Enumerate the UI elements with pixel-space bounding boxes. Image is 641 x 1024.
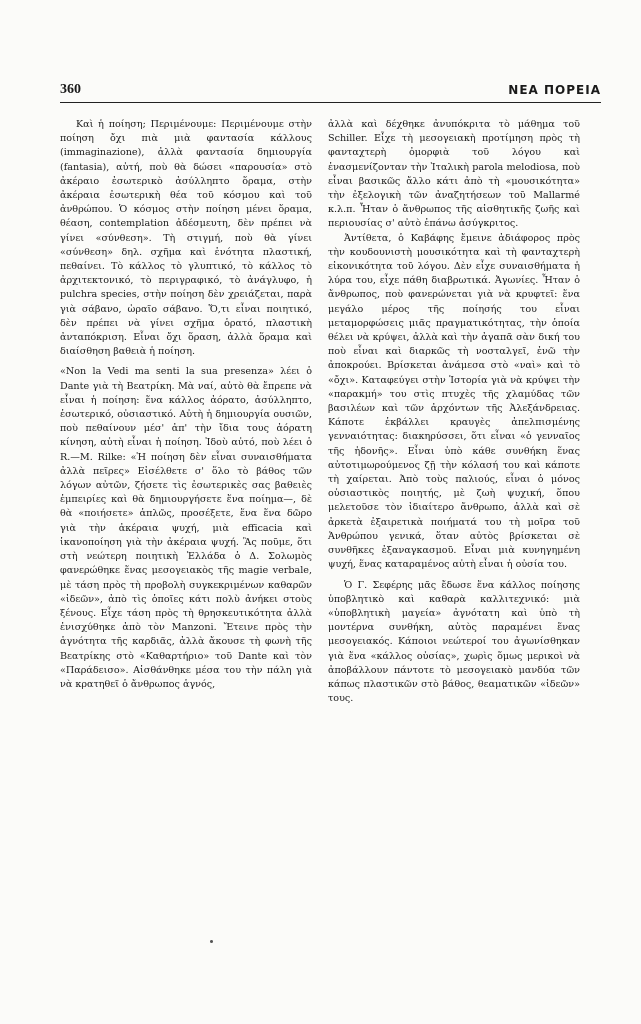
print-mark xyxy=(210,940,213,943)
paragraph: Ἀντίθετα, ὁ Καβάφης ἔμεινε ἀδιάφορος πρὸς τὴν κουδουνιστὴ μουσικότητα καὶ τὴ φανταχτερὴ εἰκονικότητα τοῦ λόγου. Δὲν εἶχε συναισθήματα ἡ λύρα του, εἶχε πάθη διαβρωτικά. Ἀγωνίες. Ἦταν ὁ ἄνθρωπος, ποὺ φανερώνεται γιὰ νὰ κρυφτεῖ: ἕνα μεγάλο μέρος τῆς ποίησής του εἶναι μεταμορφώσεις μιᾶς πραγματικότητας, τὴν ὁποία θέλει νὰ κρύψει, ἀλλὰ καὶ τὴν ἀγαπᾶ σὰν δική του ποὺ εἶναι καὶ διαρκῶς τὴ νοσταλγεῖ, ἐνῶ τὴν ἀποκρούει. Βρίσκεται ἀνάμεσα στὸ «ναὶ» καὶ τὸ «ὄχι». Καταφεύγει στὴν Ἱστορία γιὰ νὰ κρύψει τὴν «παρακμή» του στὶς πτυχὲς τῆς χλαμύδας τῶν βασιλέων καὶ τῶν ἀρχόντων τῆς Ἀλεξάνδρειας. Κάποτε ἐκβάλλει κραυγὲς ἀπελπισμένης γενναιότητας: διακηρύσσει, ὅτι εἶναι «ὁ γενναῖος τῆς ἡδονῆς». Εἶναι ὑπὸ κάθε συνθήκη ἕνας αὐτοτιμωρούμενος ζῇ τὴν κόλασή του καὶ κάποτε τὴ χαίρεται. Ἀπὸ τοὺς παλιούς, εἶναι ὁ μόνος οὐσιαστικὸς ποιητής, μὲ ζωὴ ψυχική, ὅπου μελετοῦσε τὸν ἰδιαίτερο ἄνθρωπο, ἀλλὰ καὶ σὲ ἀρκετὰ ἐξαιρετικὰ ποιήματά του τὴ μοῖρα τοῦ Ἀνθρώπου γενικά, ὅταν αὐτὸς βρίσκεται σὲ συνθῆκες ἐξαναγκασμοῦ. Εἶναι μιὰ κυνηγημένη ψυχή, ἕνας καταραμένος αὐτὴ εἶναι ἡ οὐσία του. xyxy=(328,232,580,571)
paragraph: Καὶ ἡ ποίηση; Περιμένουμε: Περιμένουμε στὴν ποίηση ὄχι πιὰ μιὰ φαντασία κάλλους (immaginazione), ἀλλὰ φαντασία δημιουργία (fantasia), αὐτή, ποὺ θὰ δώσει «παρουσία» στὸ ἀκέραιο ἐσωτερικὸ ἀσύλληπτο ὅραμα, στὴν ἀκέραια ἐσωτερικὴ θέα τοῦ κόσμου καὶ τοῦ ἀνθρώπου. Ὁ κόσμος στὴν ποίηση μένει ὅραμα, θέαση, contemplation ἀδέσμευτη, δὲν πρέπει νὰ γίνει «σύνθεση». Τὴ στιγμή, ποὺ θὰ γίνει «σύνθεση» δηλ. σχῆμα καὶ ἑνότητα πλαστική, πεθαίνει. Τὸ κάλλος τὸ γλυπτικό, τὸ κάλλος τὸ ἀρχιτεκτονικό, τὸ περιγραφικό, τὸ ἀνάγλυφο, ἡ pulchra species, στὴν ποίηση δὲν χρειάζεται, παρὰ γιὰ σάβανο, ὡραῖο σάβανο. Ὅ,τι εἶναι ποιητικό, δὲν πρέπει νὰ γίνει σχῆμα ὁρατό, πλαστικὴ ἀνταπόκριση. Εἶναι ὄχι ὅραση, ἀλλὰ ὅραμα καὶ διαίσθηση βαθειὰ ἡ ποίηση. xyxy=(60,119,312,358)
page-header xyxy=(60,80,601,103)
paragraph: ἀλλὰ καὶ δέχθηκε ἀνυπόκριτα τὸ μάθημα τοῦ Schiller. Εἶχε τὴ μεσογειακὴ προτίμηση πρὸς τὴ φανταχτερὴ ὀμορφιὰ τοῦ λόγου καὶ ἐνασμενίζονταν τὴν Ἰταλικὴ parola melodiosa, ποὺ εἶναι βασικῶς ἄλλο κάτι ἀπὸ τὴ «μουσικότητα» τὴν ἐξελογικὴ τῶν ἀναζητήσεων τοῦ Mallarmé κ.λ.π. Ἦταν ὁ ἄνθρωπος τῆς αἰσθητικῆς ζωῆς καὶ περιουσίας σ' αὐτὸ ἐπάνω ἀσύγκριτος. xyxy=(328,119,580,230)
left-column xyxy=(60,118,312,692)
journal-title: ΝΕΑ ΠΟΡΕΙΑ xyxy=(508,83,601,97)
right-column xyxy=(328,118,580,706)
paragraph: «Non la Vedi ma senti la sua presenza» λέει ὁ Dante γιὰ τὴ Βεατρίκη. Μὰ ναί, αὐτὸ θὰ ἔπρεπε νὰ εἶναι ἡ ποίηση: ἕνα κάλλος ἀόρατο, ἀσύλληπτο, ἐσωτερικό, οὐσιαστικό. Αὐτὴ ἡ δημιουργία ουσιῶν, ποὺ πεθαίνουν μέσ' ἀπ' τὴν ἴδια τους ἀόρατη κίνηση, αὐτὴ εἶναι ἡ ποίηση. Ἰδοὺ αὐτό, ποὺ λέει ὁ R.—M. Rilke: «Ἡ ποίηση δὲν εἶναι συναισθήματα ἀλλὰ πεῖρες» Εἰσέλθετε σ' ὅλο τὸ βάθος τῶν λόγων αὐτῶν, ζήσετε τὶς ἐσωτερικὲς σας βαθειὲς ἐμπειρίες καὶ θὰ δημιουργήσετε ἕνα ποίημα—, δὲ θὰ «ποιήσετε» ἁπλῶς, προσέξετε, ἕνα ἕνα δῶρο γιὰ τὴν ἀκέραια ψυχή, μιὰ efficacia καὶ ἱκανοποίηση γιὰ τὴν ἀκέραια ψυχή. Ἂς ποῦμε, ὅτι στὴ νεώτερη ποιητικὴ Ἑλλάδα ὁ Δ. Σολωμὸς φανερώθηκε ἕνας μεσογειακὸς τῆς magie verbale, μὲ τάση πρὸς τὴ προβολὴ συγκεκριμένων καθαρῶν «ἰδεῶν», ἀπὸ τὶς ὁποῖες κάτι πολὺ ἀνήκει στοὺς ξένους. Εἶχε τάση πρὸς τὴ θρησκευτικότητα ἀλλὰ ἐνισχύθηκε ἀπὸ τὸν Manzoni. Ἔτεινε πρὸς τὴν ἁγνότητα τῆς καρδιᾶς, ἀλλὰ ἄκουσε τὴ φωνὴ τῆς Βεατρίκης στὸ «Καθαρτήριο» τοῦ Dante καὶ τὸν «Παράδεισο». Αἰσθάνθηκε μέσα του τὴν πάλη γιὰ νὰ κρατηθεῖ ὁ ἄνθρωπος ἁγνός, xyxy=(60,366,312,690)
paragraph: Ὁ Γ. Σεφέρης μᾶς ἔδωσε ἕνα κάλλος ποίησης ὑποβλητικὸ καὶ καθαρὰ καλλιτεχνικό: μιὰ «ὑποβλητικὴ μαγεία» ἀγνότατη καὶ ὑπὸ τὴ μοντέρνα συνθήκη, αὐτὸς παραμένει ἕνας μεσογειακός. Κάποιοι νεώτεροί του ἀγωνίσθηκαν γιὰ ἕνα «κάλλος οὐσίας», χωρὶς ὅμως μερικοὶ νὰ ἀποβάλλουν πάντοτε τὸ μεσογειακὸ μανδύα τῶν κάπως πλαστικῶν στὸ βάθος, θεαματικῶν «ἰδεῶν» τους. xyxy=(328,579,580,705)
page-number: 360 xyxy=(60,82,81,97)
